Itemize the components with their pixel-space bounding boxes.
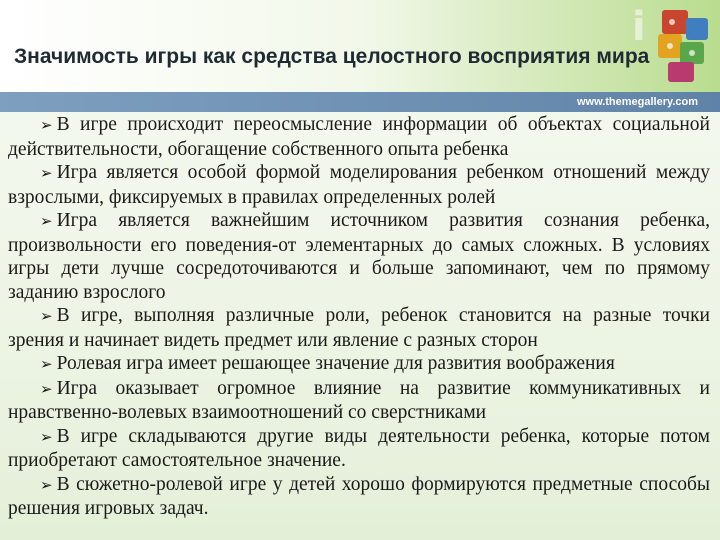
list-item xyxy=(8,377,710,425)
site-url: www.themegallery.com xyxy=(576,96,698,108)
bullet-text: В игре происходит переосмысление информации об объектах социальной действительности, обогащение собственного опыта ребенка xyxy=(8,114,710,160)
bullet-text: Игра является особой формой моделирования ребенком отношений между взрослыми, фиксируемых в правилах определенных ролей xyxy=(8,162,710,208)
list-item xyxy=(8,209,710,304)
bullet-text: В игре складываются другие виды деятельности ребенка, которые потом приобретают самостоятельное значение. xyxy=(8,425,710,471)
list-item xyxy=(8,425,710,473)
arrow-bullet-icon: ➢ xyxy=(40,379,53,398)
arrow-bullet-icon: ➢ xyxy=(40,355,53,373)
svg-text:i: i xyxy=(632,4,646,50)
bullet-text: В сюжетно-ролевой игре у детей хорошо формируются предметные способы решения игровых задач. xyxy=(8,473,710,519)
bullet-text: В игре, выполняя различные роли, ребенок становится на разные точки зрения и начинает видеть предмет или явление с разных сторон xyxy=(8,305,710,351)
bullet-list xyxy=(8,113,710,521)
bullet-text: Ролевая игра имеет решающее значение для развития воображения xyxy=(56,353,615,374)
list-item xyxy=(8,352,710,377)
arrow-bullet-icon: ➢ xyxy=(40,164,53,182)
bullet-text: Игра является важнейшим источником развития сознания ребенка, произвольности его поведения-от элементарных до самых сложных. В условиях игры дети лучше сосредоточиваются и больше запоминают, чем по прямому заданию взрослого xyxy=(8,210,710,303)
list-item xyxy=(8,304,710,352)
slide-title: Значимость игры как средства целостного восприятия мира xyxy=(14,45,650,68)
arrow-bullet-icon: ➢ xyxy=(40,212,53,230)
bullet-text: Игра оказывает огромное влияние на развитие коммуникативных и нравственно-волевых взаимоотношений со сверстниками xyxy=(8,377,710,423)
list-item xyxy=(8,113,710,161)
list-item xyxy=(8,161,710,209)
arrow-bullet-icon: ➢ xyxy=(40,427,53,446)
list-item xyxy=(8,473,710,521)
arrow-bullet-icon: ➢ xyxy=(40,116,53,134)
arrow-bullet-icon: ➢ xyxy=(40,475,53,494)
arrow-bullet-icon: ➢ xyxy=(40,307,53,325)
